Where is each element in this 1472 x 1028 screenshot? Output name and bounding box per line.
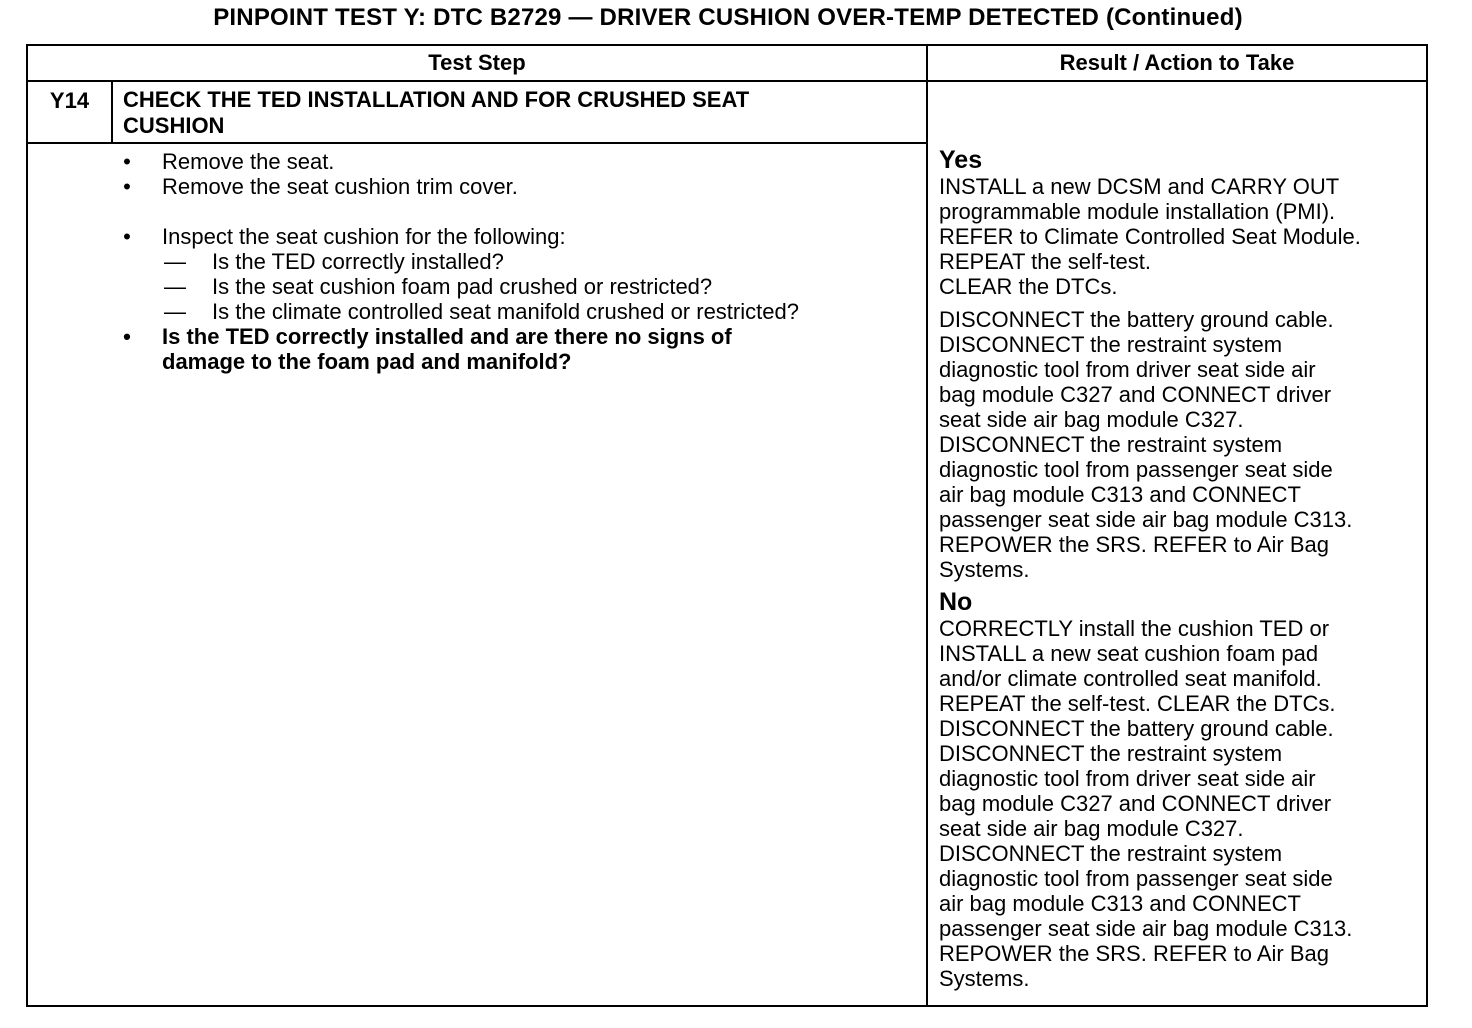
dash-icon: — [164, 274, 186, 299]
page-title: PINPOINT TEST Y: DTC B2729 — DRIVER CUSHION OVER-TEMP DETECTED (Continued) [213, 4, 1243, 31]
result-line: bag module C327 and CONNECT driver [939, 791, 1332, 816]
yes-paragraph-2 [939, 307, 1429, 582]
step-id-divider [111, 80, 113, 142]
result-line: REPEAT the self-test. [939, 249, 1151, 274]
step-title-line: CUSHION [123, 113, 225, 138]
result-line: REPOWER the SRS. REFER to Air Bag [939, 532, 1330, 557]
result-line: DISCONNECT the restraint system [939, 432, 1283, 457]
dash-icon: — [164, 299, 186, 324]
no-paragraph-1 [939, 616, 1429, 991]
yes-label: Yes [939, 146, 983, 174]
result-line: diagnostic tool from driver seat side air [939, 766, 1316, 791]
result-line: DISCONNECT the restraint system [939, 332, 1283, 357]
bullet-item: • Inspect the seat cushion for the following: [120, 224, 920, 249]
result-line: Systems. [939, 966, 1030, 991]
result-line: Systems. [939, 557, 1030, 582]
step-title-line: CHECK THE TED INSTALLATION AND FOR CRUSHED SEAT [123, 87, 750, 112]
pinpoint-test-table [26, 44, 1428, 1007]
result-line: DISCONNECT the restraint system [939, 841, 1283, 866]
result-line: diagnostic tool from passenger seat side [939, 866, 1333, 891]
result-line: passenger seat side air bag module C313. [939, 916, 1353, 941]
dash-item: — Is the climate controlled seat manifold crushed or restricted? [164, 299, 799, 324]
result-header: Result / Action to Take [1059, 50, 1295, 75]
no-label: No [939, 588, 973, 616]
dash-item: — Is the seat cushion foam pad crushed or restricted? [164, 274, 713, 299]
result-line: CORRECTLY install the cushion TED or [939, 616, 1330, 641]
result-line: passenger seat side air bag module C313. [939, 507, 1353, 532]
result-line: DISCONNECT the battery ground cable. [939, 307, 1334, 332]
result-line: diagnostic tool from passenger seat side [939, 457, 1333, 482]
step-title-rule [28, 142, 926, 144]
result-line: programmable module installation (PMI). [939, 199, 1336, 224]
result-yes [939, 146, 1429, 582]
result-line: INSTALL a new DCSM and CARRY OUT [939, 174, 1340, 199]
bullet-icon: • [123, 149, 131, 174]
result-line: REFER to Climate Controlled Seat Module. [939, 224, 1361, 249]
result-line: seat side air bag module C327. [939, 407, 1244, 432]
dash-icon: — [164, 249, 186, 274]
result-line: DISCONNECT the restraint system [939, 741, 1283, 766]
result-line: and/or climate controlled seat manifold. [939, 666, 1322, 691]
dash-item: — Is the TED correctly installed? [164, 249, 504, 274]
bullet-icon: • [123, 224, 131, 249]
result-line: CLEAR the DTCs. [939, 274, 1118, 299]
step-instructions [120, 149, 920, 374]
step-id: Y14 [49, 88, 90, 113]
bullet-icon: • [123, 174, 131, 199]
column-divider [926, 46, 928, 1007]
result-no [939, 588, 1429, 991]
result-line: air bag module C313 and CONNECT [939, 891, 1301, 916]
bullet-item: • Remove the seat cushion trim cover. [120, 174, 920, 199]
bullet-item: • Remove the seat. [120, 149, 920, 174]
result-line: diagnostic tool from driver seat side air [939, 357, 1316, 382]
header-rule [28, 80, 1426, 82]
result-line: REPOWER the SRS. REFER to Air Bag [939, 941, 1330, 966]
yes-paragraph-1 [939, 174, 1429, 299]
result-line: air bag module C313 and CONNECT [939, 482, 1301, 507]
result-column [939, 146, 1429, 991]
result-line: INSTALL a new seat cushion foam pad [939, 641, 1319, 666]
result-line: REPEAT the self-test. CLEAR the DTCs. [939, 691, 1336, 716]
bullet-icon: • [123, 324, 131, 349]
result-line: seat side air bag module C327. [939, 816, 1244, 841]
step-title [123, 87, 913, 139]
bullet-question: • Is the TED correctly installed and are there no signs of damage to the foam pad and manifold? [120, 324, 920, 374]
test-step-header: Test Step [428, 50, 526, 75]
result-line: DISCONNECT the battery ground cable. [939, 716, 1334, 741]
result-line: bag module C327 and CONNECT driver [939, 382, 1332, 407]
